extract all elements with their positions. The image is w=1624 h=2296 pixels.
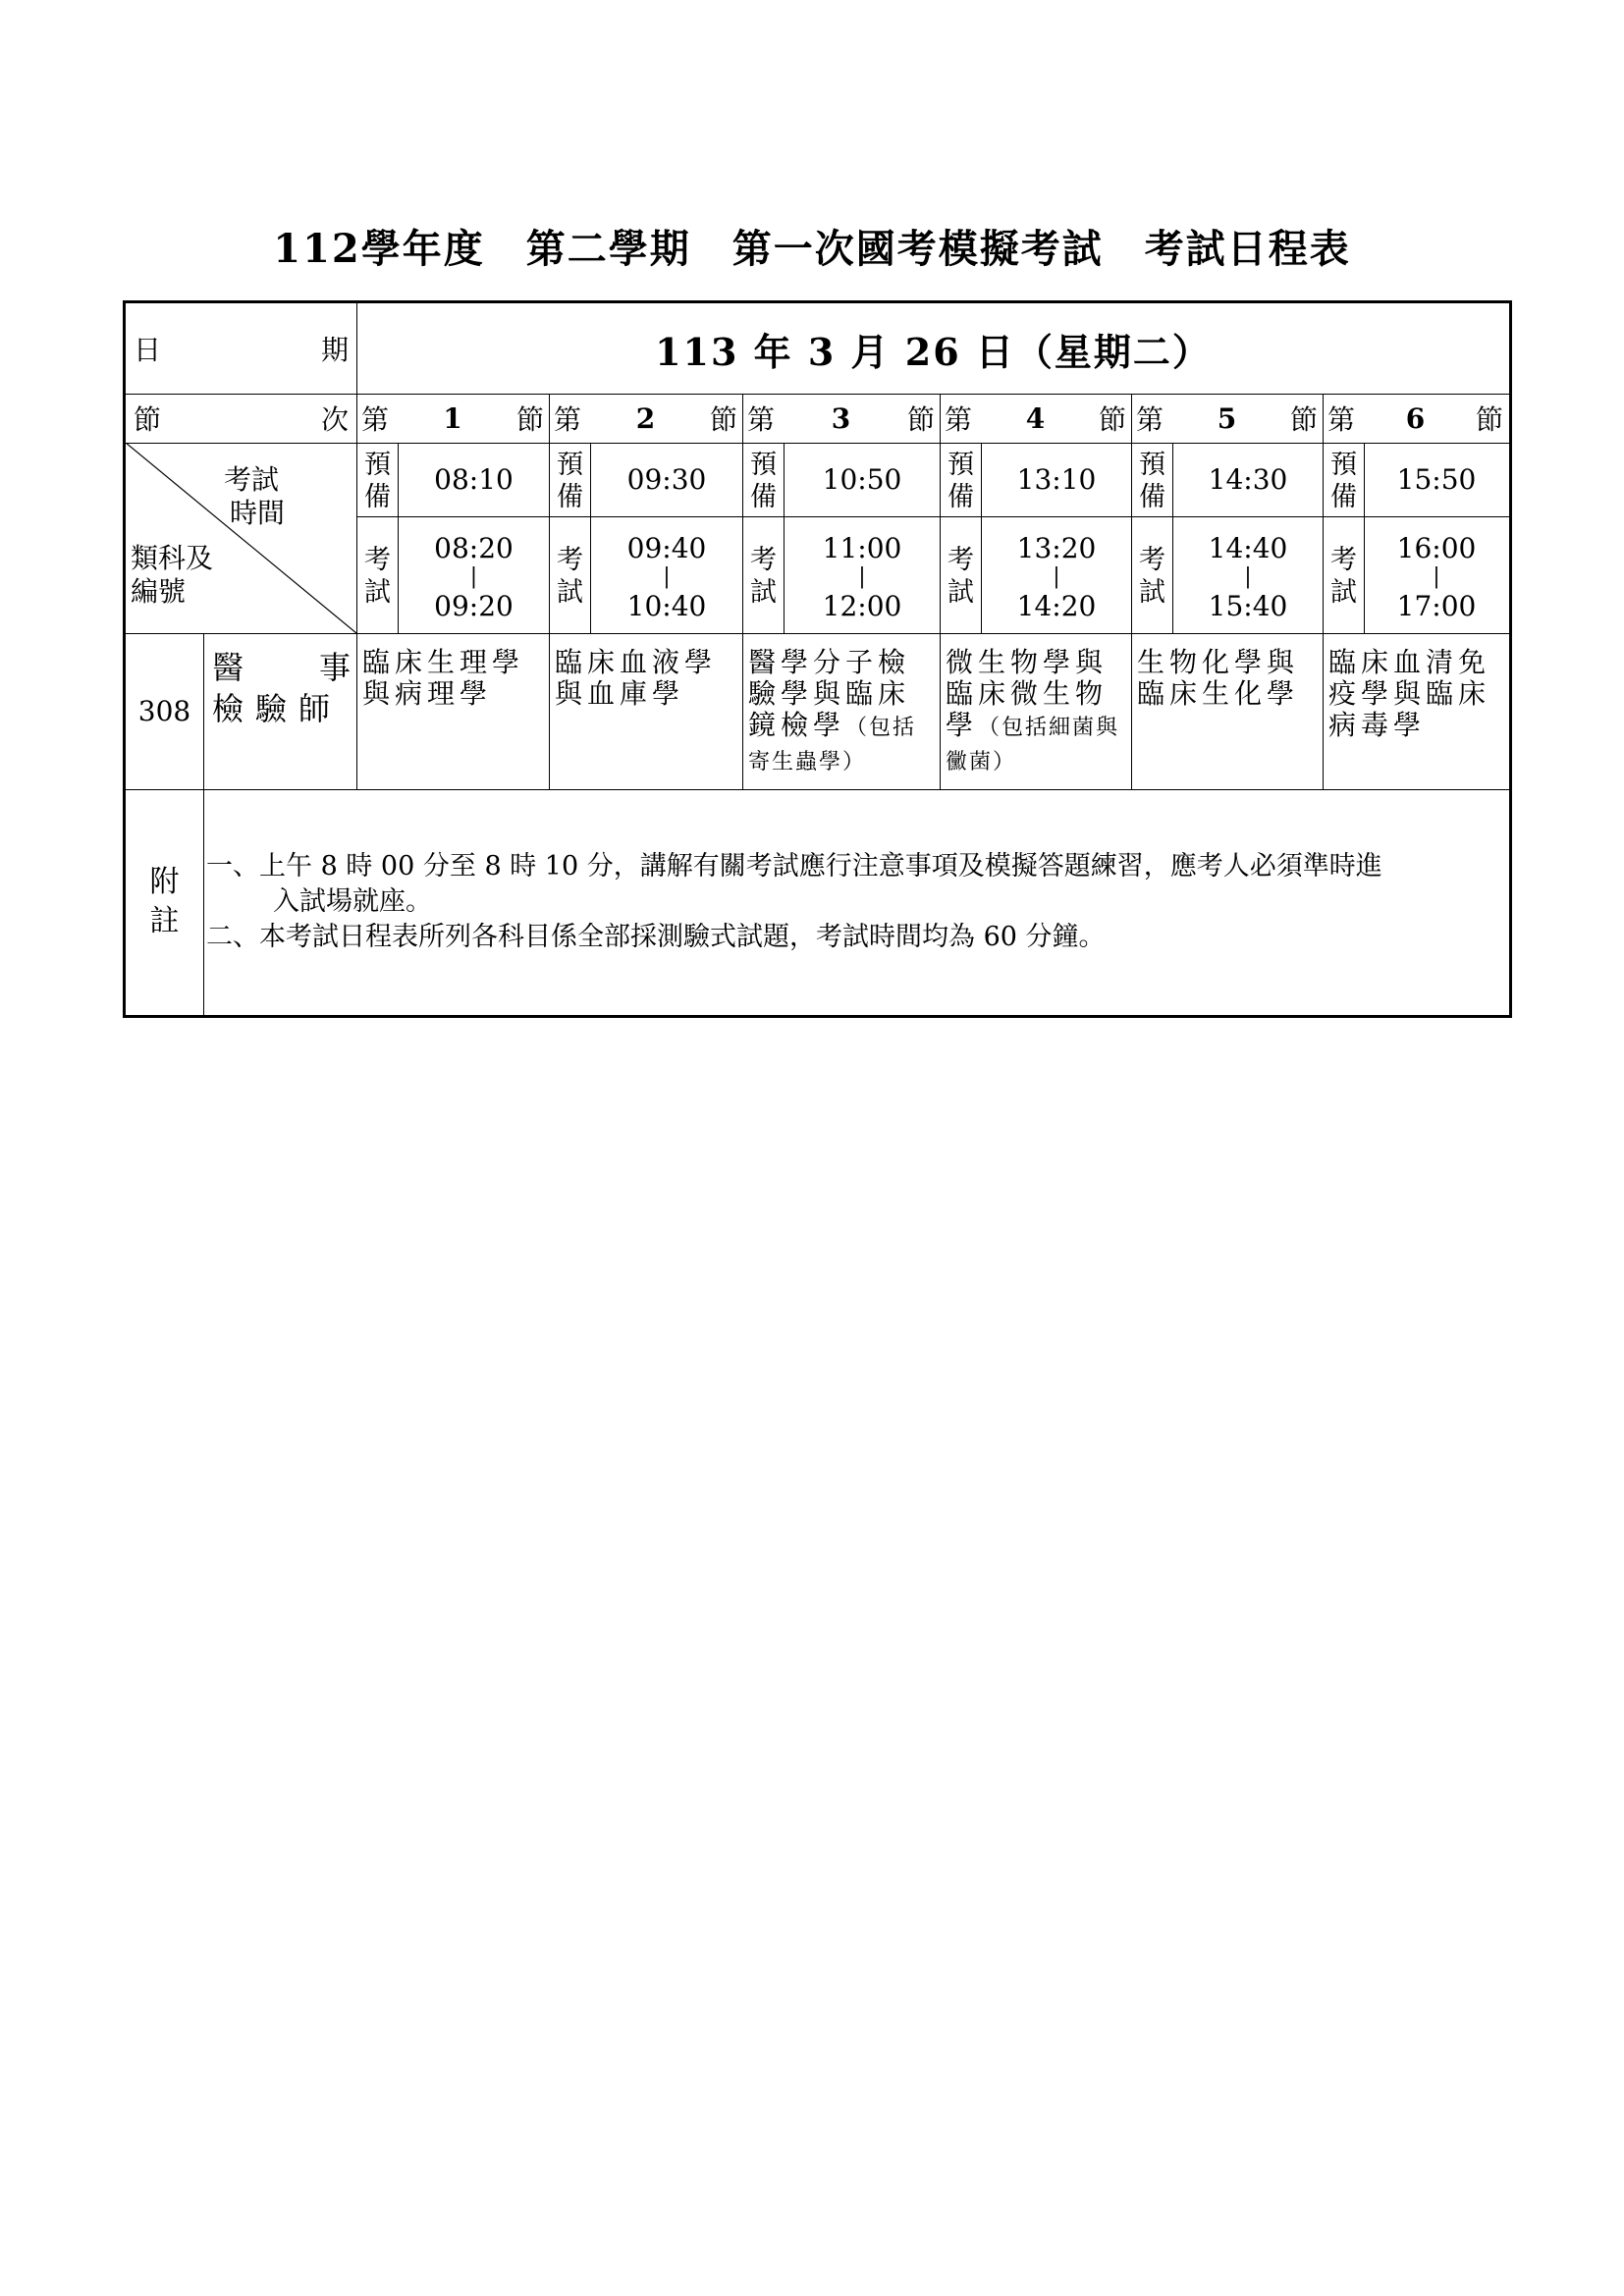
exam-date: 113 年 3 月 26 日（星期二） [655, 329, 1212, 374]
exam-end: 09:20 [434, 590, 514, 622]
subject-name: 臨床血液學與血庫學 [555, 646, 718, 710]
exam-separator: | [469, 564, 478, 589]
category-code: 308 [137, 695, 191, 727]
exam-time-range [981, 521, 1132, 633]
period-prefix: 第 [945, 403, 973, 436]
period-header-6 [1324, 394, 1509, 443]
exam-start: 09:40 [626, 532, 707, 564]
period-suffix: 節 [906, 403, 935, 436]
exam-end: 10:40 [626, 590, 707, 622]
period-number: 6 [1405, 401, 1426, 435]
prep-label: 預備 [1139, 450, 1165, 512]
exam-label: 考試 [1139, 545, 1165, 608]
exam-start: 08:20 [434, 532, 514, 564]
subject-cell-2 [550, 633, 743, 789]
period-time-divider [941, 516, 1132, 517]
exam-end: 15:40 [1208, 590, 1288, 622]
date-label: 日 期 [134, 334, 349, 366]
subject-cell-4 [941, 633, 1132, 789]
exam-start: 16:00 [1396, 532, 1477, 564]
exam-time-range [590, 521, 743, 633]
prep-time: 14:30 [1208, 462, 1288, 496]
prep-time: 08:10 [434, 462, 514, 496]
exam-time-range [398, 521, 550, 633]
exam-label: 考試 [364, 545, 391, 608]
prep-label: 預備 [557, 450, 583, 512]
exam-separator: | [663, 564, 671, 589]
period-prefix: 第 [554, 403, 582, 436]
prep-time: 15:50 [1396, 462, 1477, 496]
period-suffix: 節 [709, 403, 737, 436]
period-suffix: 節 [1289, 403, 1318, 436]
period-suffix: 節 [1475, 403, 1503, 436]
period-suffix: 節 [515, 403, 544, 436]
notes-label: 附 註 [149, 865, 180, 938]
period-header-1 [357, 394, 550, 443]
subject-cell-1 [357, 633, 550, 789]
exam-separator: | [1053, 564, 1060, 589]
period-header-5 [1132, 394, 1324, 443]
subject-name: 臨床生理學與病理學 [362, 646, 525, 710]
period-time-divider [550, 516, 743, 517]
subject-cell-5 [1132, 633, 1324, 789]
period-number: 5 [1217, 401, 1237, 435]
exam-time-range [1172, 521, 1324, 633]
prep-label: 預備 [947, 450, 974, 512]
prep-label: 預備 [1330, 450, 1357, 512]
subject-cell-3 [743, 633, 941, 789]
row-divider-notes [126, 789, 1509, 790]
exam-separator: | [858, 564, 866, 589]
notes-content [206, 849, 1507, 955]
period-number: 2 [635, 401, 656, 435]
subject-name: 微生物學與臨床微生物學 [946, 646, 1109, 741]
exam-time-header: 考試 時間 [224, 463, 286, 529]
exam-start: 13:20 [1016, 532, 1097, 564]
period-header-3 [743, 394, 941, 443]
period-suffix: 節 [1098, 403, 1126, 436]
prep-time: 09:30 [626, 462, 707, 496]
period-header-2 [550, 394, 743, 443]
exam-start: 11:00 [822, 532, 902, 564]
exam-separator: | [1433, 564, 1440, 589]
period-time-divider [357, 516, 550, 517]
subject-cell-6 [1324, 633, 1509, 789]
period-header-4 [941, 394, 1132, 443]
subject-note: （包括細菌與黴菌） [946, 716, 1120, 774]
period-prefix: 第 [1136, 403, 1164, 436]
exam-label: 考試 [750, 545, 777, 608]
exam-time-range [784, 521, 941, 633]
period-time-divider [743, 516, 941, 517]
period-number: 4 [1025, 401, 1046, 435]
note-item: 二、 本考試日程表所列各科目係全部採測驗式試題，考試時間均為 60 分鐘。 [206, 922, 1106, 952]
period-number: 3 [831, 401, 851, 435]
period-time-divider [1324, 516, 1509, 517]
subject-name: 生物化學與臨床生化學 [1137, 646, 1300, 710]
exam-end: 14:20 [1016, 590, 1097, 622]
period-prefix: 第 [361, 403, 390, 436]
prep-label: 預備 [364, 450, 391, 512]
exam-separator: | [1244, 564, 1252, 589]
period-prefix: 第 [1327, 403, 1356, 436]
exam-end: 12:00 [822, 590, 902, 622]
exam-label: 考試 [947, 545, 974, 608]
period-label: 節 次 [134, 403, 349, 436]
subject-name: 醫學分子檢驗學與臨床鏡檢學 [748, 646, 911, 741]
period-prefix: 第 [747, 403, 776, 436]
period-time-divider [1132, 516, 1324, 517]
category-header: 類科及 編號 [131, 542, 214, 608]
exam-label: 考試 [557, 545, 583, 608]
period-number: 1 [443, 401, 462, 435]
schedule-table [123, 300, 1512, 1018]
page-title: 112學年度 第二學期 第一次國考模擬考試 考試日程表 [273, 226, 1351, 272]
subject-note: （包括寄生蟲學） [748, 716, 917, 774]
prep-time: 10:50 [822, 462, 902, 496]
exam-label: 考試 [1330, 545, 1357, 608]
subject-name: 臨床血清免疫學與臨床病毒學 [1328, 646, 1491, 741]
prep-time: 13:10 [1016, 462, 1097, 496]
prep-label: 預備 [750, 450, 777, 512]
category-name: 醫 事 檢驗師 [212, 649, 351, 727]
exam-start: 14:40 [1208, 532, 1288, 564]
exam-end: 17:00 [1396, 590, 1477, 622]
note-item: 一、 上午 8 時 00 分至 8 時 10 分，講解有關考試應行注意事項及模擬答題練習，應考人必須準時進 入試場就座。 [206, 851, 1382, 917]
exam-time-range [1364, 521, 1509, 633]
